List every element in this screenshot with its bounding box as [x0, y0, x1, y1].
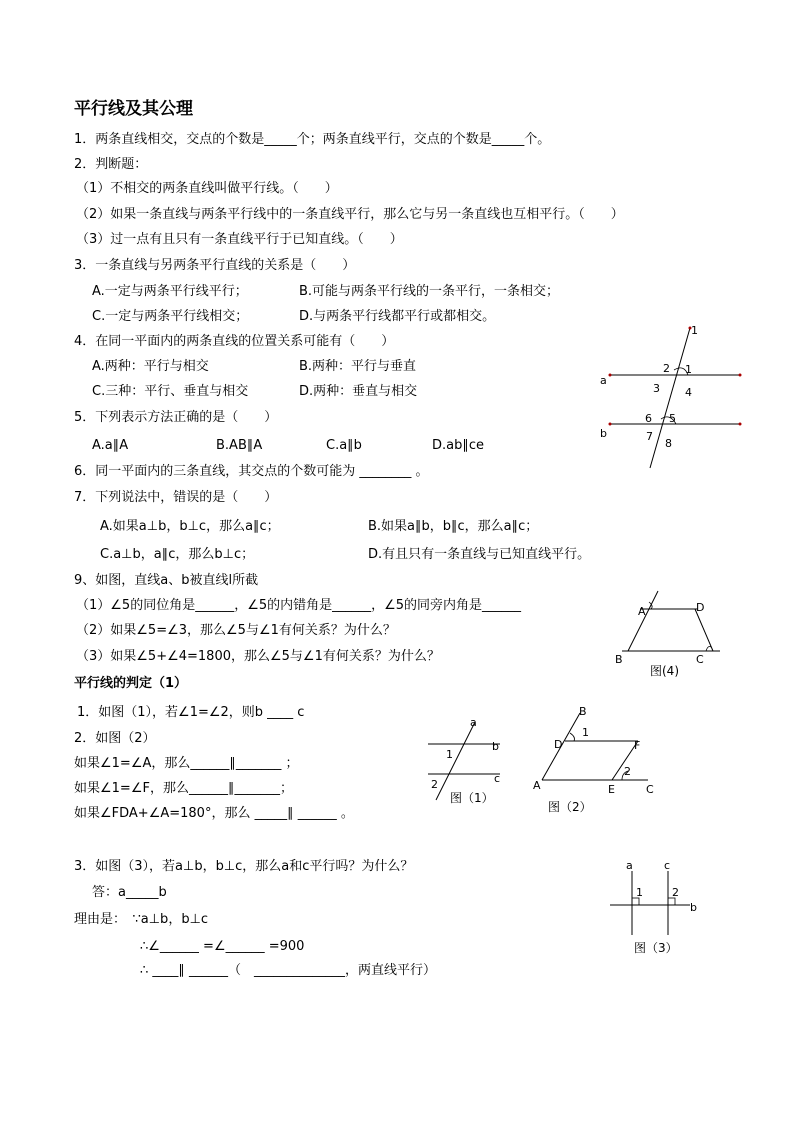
question-4: 4．在同一平面内的两条直线的位置关系可能有（ ） [74, 334, 395, 349]
segment-ba [628, 591, 658, 651]
question-7-option-d: D.有且只有一条直线与已知直线平行。 [368, 547, 591, 562]
right-angle-mark-1 [632, 898, 639, 905]
question-5-option-b: B.AB∥A [216, 438, 263, 453]
point-a-left [609, 374, 612, 377]
label-angle-1: 1 [636, 886, 643, 899]
label-point-f: F [634, 739, 641, 752]
question-3-option-c: C.一定与两条平行线相交； [92, 309, 249, 324]
page-title: 平行线及其公理 [74, 99, 193, 119]
label-angle-6: 6 [645, 412, 652, 425]
label-point-c: C [646, 783, 654, 796]
arc-angle-1 [570, 733, 575, 741]
label-angle-2: 2 [663, 362, 670, 375]
section-2-title: 平行线的判定（1） [74, 676, 188, 691]
label-angle-4: 4 [685, 386, 692, 399]
question-2-3: （3）过一点有且只有一条直线平行于已知直线。（ ） [76, 232, 403, 247]
label-angle-2: 2 [431, 778, 438, 791]
label-point-b: B [615, 653, 623, 666]
question-3-option-d: D.与两条平行线都平行或都相交。 [299, 309, 496, 324]
arc-angle-c [706, 647, 711, 652]
question-9-3: （3）如果∠5+∠4=1800，那么∠5与∠1有何关系？为什么？ [76, 649, 440, 664]
label-point-a: A [638, 605, 646, 618]
question-3-step-1: ∴∠______ =∠______ =900 [140, 939, 305, 954]
question-3-option-a: A.一定与两条平行线平行； [92, 284, 248, 299]
label-line-a: a [626, 859, 633, 872]
question-5-option-c: C.a∥b [326, 438, 362, 453]
label-point-c: C [696, 653, 704, 666]
question-2: 2．判断题： [74, 157, 148, 172]
question-7-option-c: C.a⊥b，a∥c，那么b⊥c； [100, 547, 255, 562]
figure-1 [420, 712, 520, 812]
section-2-question-2-3: 如果∠FDA+∠A=180°，那么 _____∥ ______ 。 [74, 806, 354, 821]
label-angle-7: 7 [646, 430, 653, 443]
point-b-right [739, 423, 742, 426]
question-9-1: （1）∠5的同位角是______，∠5的内错角是______，∠5的同旁内角是______ [76, 598, 522, 613]
figure-4 [610, 585, 730, 680]
question-5-option-a: A.a∥A [92, 438, 129, 453]
question-5-option-d: D.ab∥ce [432, 438, 485, 453]
label-angle-5: 5 [669, 412, 676, 425]
label-line-b: b [600, 427, 607, 440]
label-l: 1 [691, 324, 698, 337]
label-angle-3: 3 [653, 382, 660, 395]
label-point-b: B [579, 705, 587, 718]
section-2-question-2-1: 如果∠1=∠A，那么______∥_______ ； [74, 756, 299, 771]
label-angle-1: 1 [446, 748, 453, 761]
figure-1-caption: 图（1） [450, 791, 494, 805]
figure-2-caption: 图（2） [548, 800, 592, 814]
question-2-1: （1）不相交的两条直线叫做平行线。（ ） [76, 181, 338, 196]
label-angle-8: 8 [665, 437, 672, 450]
question-9: 9、如图，直线a、b被直线l所截 [74, 573, 259, 588]
point-a-right [739, 374, 742, 377]
question-6: 6．同一平面内的三条直线，其交点的个数可能为 ________ 。 [74, 464, 429, 479]
figure-3-caption: 图（3） [634, 941, 678, 955]
label-line-a: a [470, 716, 477, 729]
label-angle-2: 2 [672, 886, 679, 899]
label-angle-1: 1 [582, 726, 589, 739]
question-4-option-b: B.两种：平行与垂直 [299, 359, 417, 374]
figure-2 [530, 703, 670, 823]
label-line-b: b [690, 901, 697, 914]
question-4-option-c: C.三种：平行、垂直与相交 [92, 384, 249, 399]
section-2-question-3: 3．如图（3），若a⊥b，b⊥c，那么a和c平行吗？为什么？ [74, 859, 414, 874]
label-point-e: E [608, 783, 615, 796]
label-point-d: D [696, 601, 705, 614]
question-3-step-2: ∴ ____∥ ______（ ______________，两直线平行） [140, 963, 437, 978]
label-point-a: A [533, 779, 541, 792]
label-angle-1: 1 [685, 363, 692, 376]
question-9-2: （2）如果∠5=∠3，那么∠5与∠1有何关系？为什么？ [76, 623, 396, 638]
figure-3 [600, 855, 710, 955]
label-line-c: c [494, 772, 501, 785]
figure-4-caption: 图(4) [650, 664, 679, 678]
point-b-left [609, 423, 612, 426]
right-angle-mark-2 [668, 898, 675, 905]
segment-dc [695, 609, 713, 651]
question-2-2: （2）如果一条直线与两条平行线中的一条直线平行，那么它与另一条直线也互相平行。（ ） [76, 207, 624, 222]
question-3-reason: 理由是： ∵a⊥b，b⊥c [74, 912, 209, 927]
question-3-answer: 答：a_____b [92, 885, 167, 900]
question-3: 3．一条直线与另两条平行直线的关系是（ ） [74, 258, 356, 273]
section-2-question-2-2: 如果∠1=∠F，那么______∥_______； [74, 781, 293, 796]
question-7-option-a: A.如果a⊥b，b⊥c，那么a∥c； [100, 519, 280, 534]
question-1: 1．两条直线相交，交点的个数是_____个；两条直线平行，交点的个数是_____个。 [74, 132, 551, 147]
question-5: 5．下列表示方法正确的是（ ） [74, 410, 278, 425]
question-7-option-b: B.如果a∥b，b∥c，那么a∥c； [368, 519, 539, 534]
section-2-question-2: 2．如图（2） [74, 731, 156, 746]
question-3-option-b: B.可能与两条平行线的一条平行，一条相交； [299, 284, 560, 299]
label-point-d: D [554, 738, 563, 751]
section-2-question-1: 1．如图（1），若∠1=∠2，则b ____ c [77, 705, 305, 720]
line-a [436, 722, 475, 800]
figure-transversal [590, 320, 750, 480]
label-line-b: b [492, 740, 499, 753]
label-angle-2: 2 [624, 765, 631, 778]
question-4-option-a: A.两种：平行与相交 [92, 359, 209, 374]
label-line-c: c [664, 859, 671, 872]
question-7: 7．下列说法中，错误的是（ ） [74, 490, 278, 505]
label-line-a: a [600, 374, 607, 387]
question-4-option-d: D.两种：垂直与相交 [299, 384, 418, 399]
